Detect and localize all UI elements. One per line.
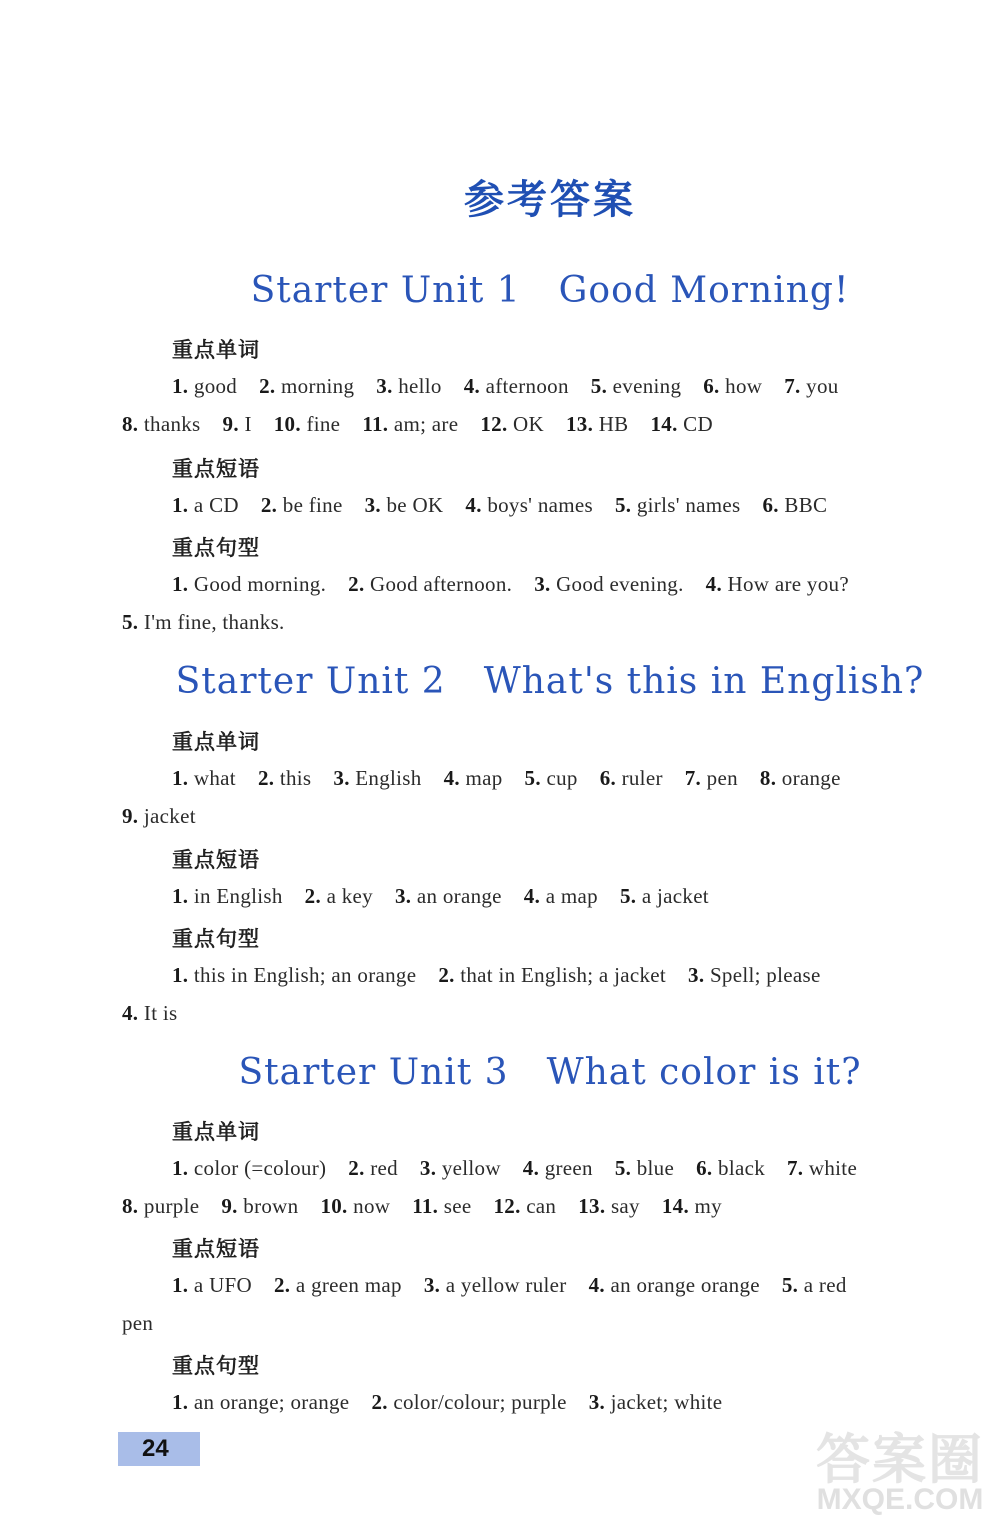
answer-text: black [718, 1156, 765, 1180]
answer-number: 2. [348, 572, 371, 596]
answer-text: an orange; orange [193, 1390, 350, 1414]
answer-line [172, 1156, 879, 1181]
answer-item [261, 493, 343, 517]
section-heading: 重点短语 [172, 1237, 260, 1261]
answer-item [172, 1156, 326, 1180]
answer-text: OK [513, 412, 544, 436]
answer-number: 4. [443, 766, 466, 790]
answer-number: 2. [348, 1156, 371, 1180]
answer-item [465, 493, 593, 517]
answer-item [464, 374, 569, 398]
answer-number: 11. [362, 412, 394, 436]
answer-text: can [526, 1194, 557, 1218]
answer-text: HB [598, 412, 629, 436]
answer-item [782, 1273, 847, 1297]
answer-item [274, 412, 341, 436]
answer-number: 2. [259, 374, 282, 398]
section-heading: 重点短语 [172, 848, 260, 872]
answer-number: 3. [534, 572, 557, 596]
answer-item [615, 1156, 674, 1180]
answer-text: blue [636, 1156, 675, 1180]
answer-number: 6. [696, 1156, 719, 1180]
answer-text: jacket; white [610, 1390, 723, 1414]
answer-item [172, 493, 239, 517]
answer-number: 12. [493, 1194, 527, 1218]
answer-number: 5. [122, 610, 144, 634]
answer-item [685, 766, 738, 790]
answer-number: 4. [588, 1273, 611, 1297]
answer-item [258, 766, 311, 790]
answer-text: brown [243, 1194, 299, 1218]
answer-item [333, 766, 421, 790]
answer-item [122, 1311, 153, 1335]
answer-text: map [465, 766, 503, 790]
answer-number: 3. [364, 493, 387, 517]
answer-item [524, 884, 598, 908]
answer-number: 4. [463, 374, 486, 398]
answer-text: this in English; an orange [193, 963, 417, 987]
answer-text: a yellow ruler [445, 1273, 567, 1297]
answer-text: a green map [295, 1273, 402, 1297]
answer-number: 6. [703, 374, 726, 398]
answer-item [395, 884, 502, 908]
answer-text: what [193, 766, 236, 790]
answer-number: 3. [394, 884, 417, 908]
unit-3-label: Starter Unit 3 [238, 1052, 509, 1093]
answer-number: 8. [122, 1194, 144, 1218]
answer-text: girls' names [636, 493, 741, 517]
answer-text: be OK [386, 493, 444, 517]
answer-number: 1. [172, 374, 194, 398]
answer-item [523, 1156, 593, 1180]
unit-2-label: Starter Unit 2 [175, 661, 446, 702]
answer-item [348, 572, 512, 596]
answer-line [172, 884, 731, 909]
answer-text: orange [781, 766, 841, 790]
answer-text: a jacket [641, 884, 709, 908]
answer-text: Good evening. [556, 572, 684, 596]
answer-text: jacket [143, 804, 196, 828]
answer-text: white [808, 1156, 858, 1180]
answer-text: How are you? [727, 572, 849, 596]
answer-item [620, 884, 709, 908]
answer-text: see [443, 1194, 472, 1218]
answer-text: CD [683, 412, 713, 436]
unit-3-title [0, 1052, 1000, 1093]
answer-number: 1. [172, 1273, 194, 1297]
section-heading: 重点句型 [172, 536, 260, 560]
answer-text: say [610, 1194, 640, 1218]
answer-number: 14. [661, 1194, 695, 1218]
answer-item [122, 1194, 199, 1218]
answer-item [696, 1156, 765, 1180]
answer-item [760, 766, 841, 790]
answer-number: 3. [688, 963, 710, 987]
answer-item [122, 1001, 178, 1025]
answer-number: 1. [172, 884, 194, 908]
answer-text: Spell; please [709, 963, 821, 987]
answer-text: evening [612, 374, 682, 398]
answer-item [376, 374, 441, 398]
answer-text: an orange orange [610, 1273, 760, 1297]
answer-number: 3. [333, 766, 356, 790]
answer-number: 3. [588, 1390, 611, 1414]
answer-number: 7. [684, 766, 707, 790]
answer-number: 2. [304, 884, 327, 908]
answer-item [320, 1194, 390, 1218]
answer-item [438, 963, 666, 987]
answer-number: 4. [705, 572, 728, 596]
answer-line [172, 1273, 869, 1298]
answer-number: 14. [650, 412, 684, 436]
answer-item [787, 1156, 857, 1180]
answer-number: 10. [273, 412, 307, 436]
answer-number: 7. [784, 374, 807, 398]
answer-number: 1. [172, 766, 194, 790]
unit-2-name: What's this in English? [483, 661, 925, 702]
page-number: 24 [118, 1432, 200, 1466]
answer-item [444, 766, 503, 790]
answer-text: a map [545, 884, 598, 908]
answer-item [259, 374, 354, 398]
watermark-logo [810, 1417, 990, 1527]
answer-text: a UFO [193, 1273, 252, 1297]
answer-text: pen [706, 766, 738, 790]
answer-item [706, 572, 849, 596]
answer-number: 11. [412, 1194, 444, 1218]
answer-number: 6. [599, 766, 622, 790]
section-heading: 重点单词 [172, 1120, 260, 1144]
answer-number: 5. [614, 1156, 637, 1180]
answer-number: 5. [524, 766, 547, 790]
answer-number: 1. [172, 963, 194, 987]
answer-number: 1. [172, 572, 194, 596]
answer-item [763, 493, 828, 517]
answer-number: 2. [371, 1390, 394, 1414]
watermark-text: 答案圈 [816, 1428, 984, 1491]
answer-item [365, 493, 444, 517]
answer-line [172, 493, 849, 518]
answer-item [534, 572, 683, 596]
answer-item [172, 1273, 252, 1297]
answer-item [172, 1390, 349, 1414]
answer-number: 9. [122, 804, 144, 828]
answer-text: I [244, 412, 252, 436]
answer-item [703, 374, 762, 398]
answer-item [688, 963, 821, 987]
answer-number: 12. [480, 412, 514, 436]
answer-number: 3. [419, 1156, 442, 1180]
answer-text: BBC [784, 493, 828, 517]
answer-number: 7. [787, 1156, 809, 1180]
answer-item [412, 1194, 471, 1218]
unit-1-title [0, 270, 1000, 311]
answer-text: purple [143, 1194, 200, 1218]
answer-number: 8. [759, 766, 782, 790]
answer-text: cup [546, 766, 578, 790]
answer-item [615, 493, 741, 517]
answer-item [480, 412, 544, 436]
answer-text: that in English; a jacket [460, 963, 667, 987]
answer-item [305, 884, 373, 908]
answer-item [348, 1156, 398, 1180]
answer-item [784, 374, 838, 398]
answer-line [172, 963, 843, 988]
answer-item [274, 1273, 402, 1297]
answer-number: 9. [221, 1194, 244, 1218]
answer-text: a red [803, 1273, 847, 1297]
answer-number: 2. [260, 493, 283, 517]
answer-number: 5. [619, 884, 642, 908]
answer-number: 1. [172, 493, 194, 517]
answer-item [493, 1194, 556, 1218]
answer-item [589, 1273, 760, 1297]
unit-3-name: What color is it? [546, 1052, 862, 1093]
answer-number: 6. [762, 493, 785, 517]
answer-text: color/colour; purple [393, 1390, 567, 1414]
answer-item [221, 1194, 298, 1218]
page-title: 参考答案 [464, 177, 636, 223]
answer-line [122, 804, 218, 829]
answer-number: 13. [578, 1194, 611, 1218]
answer-item [172, 374, 237, 398]
answer-text: afternoon [485, 374, 569, 398]
answer-item [172, 884, 283, 908]
answer-text: am; are [393, 412, 459, 436]
answer-line [122, 1194, 744, 1219]
unit-2-title [0, 661, 1000, 702]
answer-line [172, 374, 861, 399]
answer-item [662, 1194, 722, 1218]
answer-item [172, 963, 416, 987]
answer-number: 2. [274, 1273, 296, 1297]
answer-number: 2. [438, 963, 461, 987]
answer-text: now [353, 1194, 391, 1218]
answer-text: color (=colour) [193, 1156, 327, 1180]
answer-item [122, 804, 196, 828]
answer-item [589, 1390, 723, 1414]
answer-text: you [806, 374, 839, 398]
answer-item [566, 412, 628, 436]
answer-number: 9. [222, 412, 245, 436]
answer-line [122, 610, 307, 635]
answer-item [525, 766, 578, 790]
answer-text: hello [398, 374, 442, 398]
answer-text: morning [281, 374, 355, 398]
answer-line [122, 1001, 200, 1026]
section-heading: 重点单词 [172, 338, 260, 362]
answer-line [122, 412, 735, 437]
answer-text: in English [193, 884, 283, 908]
answer-text: ruler [621, 766, 663, 790]
answer-text: Good morning. [193, 572, 327, 596]
answer-text: yellow [441, 1156, 501, 1180]
answer-line [172, 1390, 744, 1415]
answer-number: 4. [522, 1156, 545, 1180]
answer-item [172, 766, 236, 790]
answer-item [122, 610, 285, 634]
answer-item [420, 1156, 501, 1180]
answer-text: English [355, 766, 422, 790]
answer-text: I'm fine, thanks. [143, 610, 285, 634]
answer-item [223, 412, 252, 436]
answer-text: a key [326, 884, 373, 908]
answer-text: good [193, 374, 238, 398]
answer-text: this [279, 766, 312, 790]
answer-text: how [725, 374, 763, 398]
section-heading: 重点句型 [172, 1354, 260, 1378]
watermark-url: MXQE.COM [816, 1483, 984, 1516]
answer-text: a CD [193, 493, 239, 517]
answer-text: fine [306, 412, 341, 436]
answer-number: 5. [614, 493, 637, 517]
answer-text: boys' names [487, 493, 593, 517]
answer-number: 3. [423, 1273, 446, 1297]
answer-item [172, 572, 326, 596]
answer-text: pen [122, 1311, 154, 1335]
answer-item [578, 1194, 640, 1218]
answer-item [371, 1390, 566, 1414]
answer-text: my [694, 1194, 722, 1218]
answer-text: green [544, 1156, 593, 1180]
answer-item [650, 412, 712, 436]
answer-number: 13. [565, 412, 599, 436]
answer-text: It is [143, 1001, 178, 1025]
answer-text: thanks [143, 412, 201, 436]
answer-text: be fine [282, 493, 343, 517]
answer-number: 5. [590, 374, 613, 398]
answer-number: 8. [122, 412, 144, 436]
answer-item [424, 1273, 567, 1297]
answer-line [172, 766, 863, 791]
section-heading: 重点单词 [172, 730, 260, 754]
unit-1-name: Good Morning! [558, 270, 850, 311]
answer-text: Good afternoon. [370, 572, 513, 596]
answer-number: 4. [465, 493, 488, 517]
section-heading: 重点句型 [172, 927, 260, 951]
answer-number: 4. [122, 1001, 144, 1025]
answer-number: 3. [376, 374, 399, 398]
answer-item [122, 412, 201, 436]
answer-number: 1. [172, 1390, 194, 1414]
answer-line [172, 572, 871, 597]
answer-item [591, 374, 681, 398]
answer-line [122, 1311, 175, 1336]
answer-text: red [370, 1156, 398, 1180]
answer-item [362, 412, 458, 436]
answer-number: 10. [320, 1194, 354, 1218]
section-heading: 重点短语 [172, 457, 260, 481]
answer-number: 5. [781, 1273, 804, 1297]
unit-1-label: Starter Unit 1 [250, 270, 521, 311]
answer-number: 4. [523, 884, 546, 908]
answer-number: 1. [172, 1156, 194, 1180]
answer-number: 2. [257, 766, 280, 790]
answer-item [600, 766, 663, 790]
answer-text: an orange [416, 884, 502, 908]
